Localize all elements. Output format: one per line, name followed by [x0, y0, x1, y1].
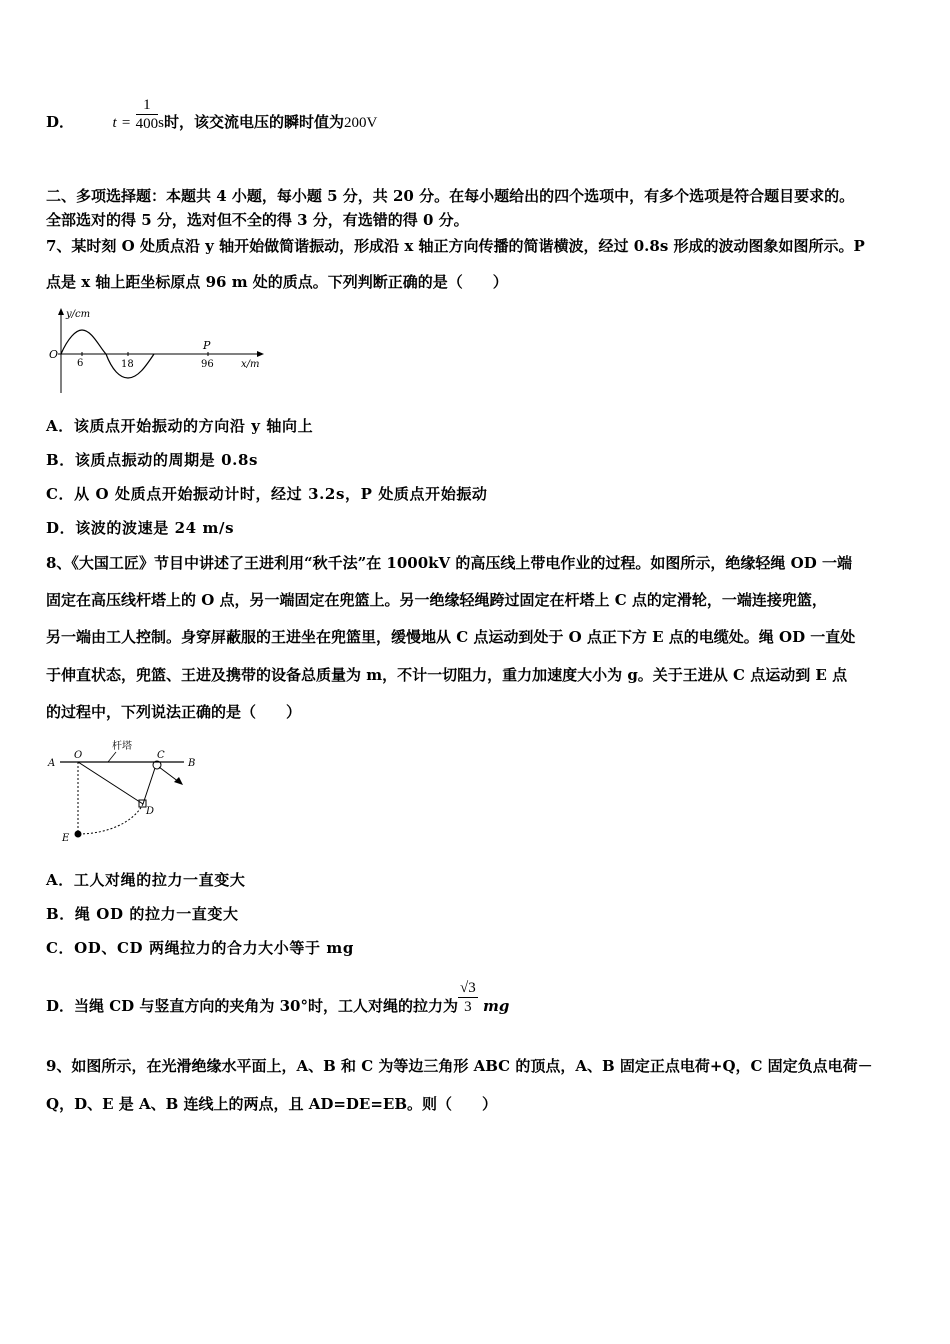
tick-label-96: 96: [201, 359, 214, 370]
q8-stem-line4: 于伸直状态，兜篮、王进及携带的设备总质量为 m，不计一切阻力，重力加速度大小为 g。关于王进从 C 点运动到 E 点: [46, 666, 848, 684]
q7-option-c: C．从 O 处质点开始振动计时，经过 3.2s，P 处质点开始振动: [46, 485, 488, 503]
q7-option-d: D．该波的波速是 24 m/s: [46, 519, 235, 537]
section-instructions: 全部选对的得 5 分，选对但不全的得 3 分，有选错的得 0 分。: [46, 211, 469, 229]
q8-option-b: B．绳 OD 的拉力一直变大: [46, 905, 239, 923]
cable-e: [75, 831, 82, 838]
arc-path: [78, 804, 143, 834]
rope-od: [78, 762, 143, 804]
q7-option-a: A．该质点开始振动的方向沿 y 轴向上: [46, 417, 314, 435]
prev-option-d: D． t = $\frac{1}{400}$ s时，该交流电压的瞬时值为200V: [46, 96, 378, 132]
q8-option-d: D．当绳 CD 与竖直方向的夹角为 30°时，工人对绳的拉力为 $\frac{√3}{3}$ mg: [46, 979, 510, 1015]
y-axis-label: y/cm: [66, 309, 91, 320]
fraction: $\frac{1}{400}$: [135, 96, 159, 132]
y-axis-arrow: [58, 308, 64, 315]
point-p-label: P: [203, 339, 211, 352]
q8-stem-line1: 8、《大国工匠》节目中讲述了王进利用“秋千法”在 1000kV 的高压线上带电作业的过程。如图所示，绝缘轻绳 OD 一端: [46, 554, 852, 572]
pulley-figure: [46, 734, 206, 846]
q8-stem-line2: 固定在高压线杆塔上的 O 点，另一端固定在兜篮上。另一绝缘轻绳跨过固定在杆塔上 C 点的定滑轮，一端连接兜篮，: [46, 591, 827, 609]
label-b: B: [188, 758, 196, 769]
q7-option-b: B．该质点振动的周期是 0.8s: [46, 451, 259, 469]
pull-arrow: [174, 777, 183, 785]
tick-label-18: 18: [121, 359, 134, 370]
q9-stem-line1: 9、如图所示，在光滑绝缘水平面上，A、B 和 C 为等边三角形 ABC 的顶点，A、B 固定正点电荷+Q，C 固定负点电荷－: [46, 1057, 873, 1075]
x-axis-label: x/m: [241, 359, 260, 370]
q8-stem-line3: 另一端由工人控制。身穿屏蔽服的王进坐在兜篮里，缓慢地从 C 点运动到处于 O 点正下方 E 点的电缆处。绳 OD 一直处: [46, 628, 856, 646]
rope-worker: [159, 767, 179, 782]
label-o: O: [74, 750, 83, 761]
label-d: D: [146, 806, 155, 817]
label-a: A: [48, 758, 56, 769]
tower-pointer: [108, 752, 116, 762]
x-axis-arrow: [257, 351, 264, 357]
tick-label-6: 6: [77, 358, 84, 369]
q7-stem-line1: 7、某时刻 O 处质点沿 y 轴开始做简谐振动，形成沿 x 轴正方向传播的简谐横波，经过 0.8s 形成的波动图象如图所示。P: [46, 237, 865, 255]
q9-stem-line2: Q，D、E 是 A、B 连线上的两点，且 AD=DE=EB。则（ ）: [46, 1095, 498, 1113]
origin-label: O: [49, 348, 59, 361]
label-c: C: [157, 750, 165, 761]
label-e: E: [62, 833, 70, 844]
fraction: $\frac{√3}{3}$: [460, 979, 476, 1015]
label-tower: 杆塔: [112, 741, 132, 752]
q7-stem-line2: 点是 x 轴上距坐标原点 96 m 处的质点。下列判断正确的是（ ）: [46, 273, 508, 291]
section-heading: 二、多项选择题：本题共 4 小题，每小题 5 分，共 20 分。在每小题给出的四个选项中，有多个选项是符合题目要求的。: [46, 187, 855, 205]
wave-figure: [48, 308, 268, 398]
rope-cd: [143, 768, 155, 804]
q8-option-c: C．OD、CD 两绳拉力的合力大小等于 mg: [46, 939, 354, 957]
q8-stem-line5: 的过程中，下列说法正确的是（ ）: [46, 703, 302, 721]
q8-option-a: A．工人对绳的拉力一直变大: [46, 871, 246, 889]
